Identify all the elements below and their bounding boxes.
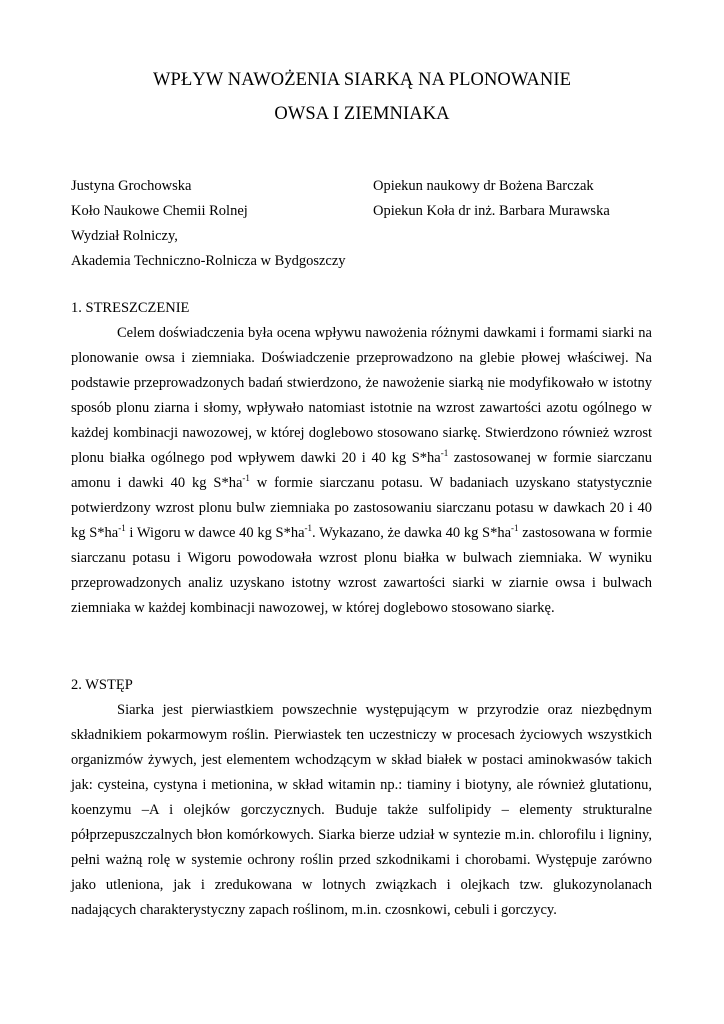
superscript: -1 xyxy=(118,523,126,533)
scientific-supervisor: Opiekun naukowy dr Bożena Barczak xyxy=(373,178,594,194)
abstract-text-3: w formie siarczanu potasu. W badaniach uzyskano statystycznie potwierdzony wzrost plonu bulw ziemniaka po zastosowaniu siarczanu potasu w dawkach 20 i 40 kg S*ha xyxy=(71,475,652,541)
title-line-1: WPŁYW NAWOŻENIA SIARKĄ NA PLONOWANIE xyxy=(153,70,571,90)
author-faculty: Wydział Rolniczy, xyxy=(71,228,178,244)
abstract-text-2: zastosowanej w formie siarczanu amonu i dawki 40 kg S*ha xyxy=(71,450,652,491)
supervisor-block xyxy=(373,174,610,224)
section-heading-abstract: 1. STRESZCZENIE xyxy=(71,300,190,316)
superscript: -1 xyxy=(242,473,250,483)
author-block xyxy=(71,174,346,274)
abstract-text-6: zastosowana w formie siarczanu potasu i Wigoru powodowała wzrost plonu białka w bulwach ziemniaka. W wyniku przeprowadzonych analiz uzyskano istotny wzrost zawartości siarki w ziarnie owsa i bulwach ziemniaka w każdej kombinacji nawozowej, w której doglebowo stosowano siarkę. xyxy=(71,525,653,616)
abstract-text-5: . Wykazano, że dawka 40 kg S*ha xyxy=(312,525,512,541)
club-supervisor: Opiekun Koła dr inż. Barbara Murawska xyxy=(373,203,610,219)
abstract-text-4: i Wigoru w dawce 40 kg S*ha xyxy=(125,525,305,541)
superscript: -1 xyxy=(304,523,313,533)
abstract-paragraph xyxy=(71,321,652,621)
author-name: Justyna Grochowska xyxy=(71,178,192,194)
abstract-text-1: Celem doświadczenia była ocena wpływu nawożenia różnymi dawkami i formami siarki na plonowanie owsa i ziemniaka. Doświadczenie przeprowadzono na glebie płowej właściwej. Na podstawie przeprowadzonych badań stwierdzono, że nawożenie siarką nie modyfikowało w istotny sposób plonu ziarna i słomy, wpływało natomiast istotnie na wzrost zawartości azotu ogólnego w każdej kombinacji nawozowej, w której doglebowo stosowano siarkę. Stwierdzono również wzrost plonu białka ogólnego pod wpływem dawki 20 i 40 kg S*ha xyxy=(71,325,652,466)
introduction-paragraph: Siarka jest pierwiastkiem powszechnie występującym w przyrodzie oraz niezbędnym składnikiem pokarmowym roślin. Pierwiastek ten uczestniczy w procesach życiowych wszystkich organizmów żywych, jest elementem wchodzącym w skład białek w postaci aminokwasów takich jak: cysteina, cystyna i metionina, w skład witamin np.: tiaminy i biotyny, ale również glutationu, koenzymu –A i olejków gorczycznych. Buduje także sulfolipidy – elementy strukturalne półprzepuszczalnych błon komórkowych. Siarka bierze udział w syntezie m.in. chlorofilu i ligniny, pełni ważną rolę w systemie ochrony roślin przed szkodnikami i chorobami. Występuje zarówno jako utleniona, jak i zredukowana w lotnych związkach i olejkach tzw. glukozynolanach nadających charakterystyczny zapach roślinom, m.in. czosnkowi, cebuli i gorczycy. xyxy=(71,702,652,918)
author-university: Akademia Techniczno-Rolnicza w Bydgoszczy xyxy=(71,253,346,269)
section-heading-introduction: 2. WSTĘP xyxy=(71,677,133,693)
title-line-2: OWSA I ZIEMNIAKA xyxy=(274,104,450,124)
superscript: -1 xyxy=(440,448,449,458)
author-club: Koło Naukowe Chemii Rolnej xyxy=(71,203,248,219)
superscript: -1 xyxy=(511,523,519,533)
